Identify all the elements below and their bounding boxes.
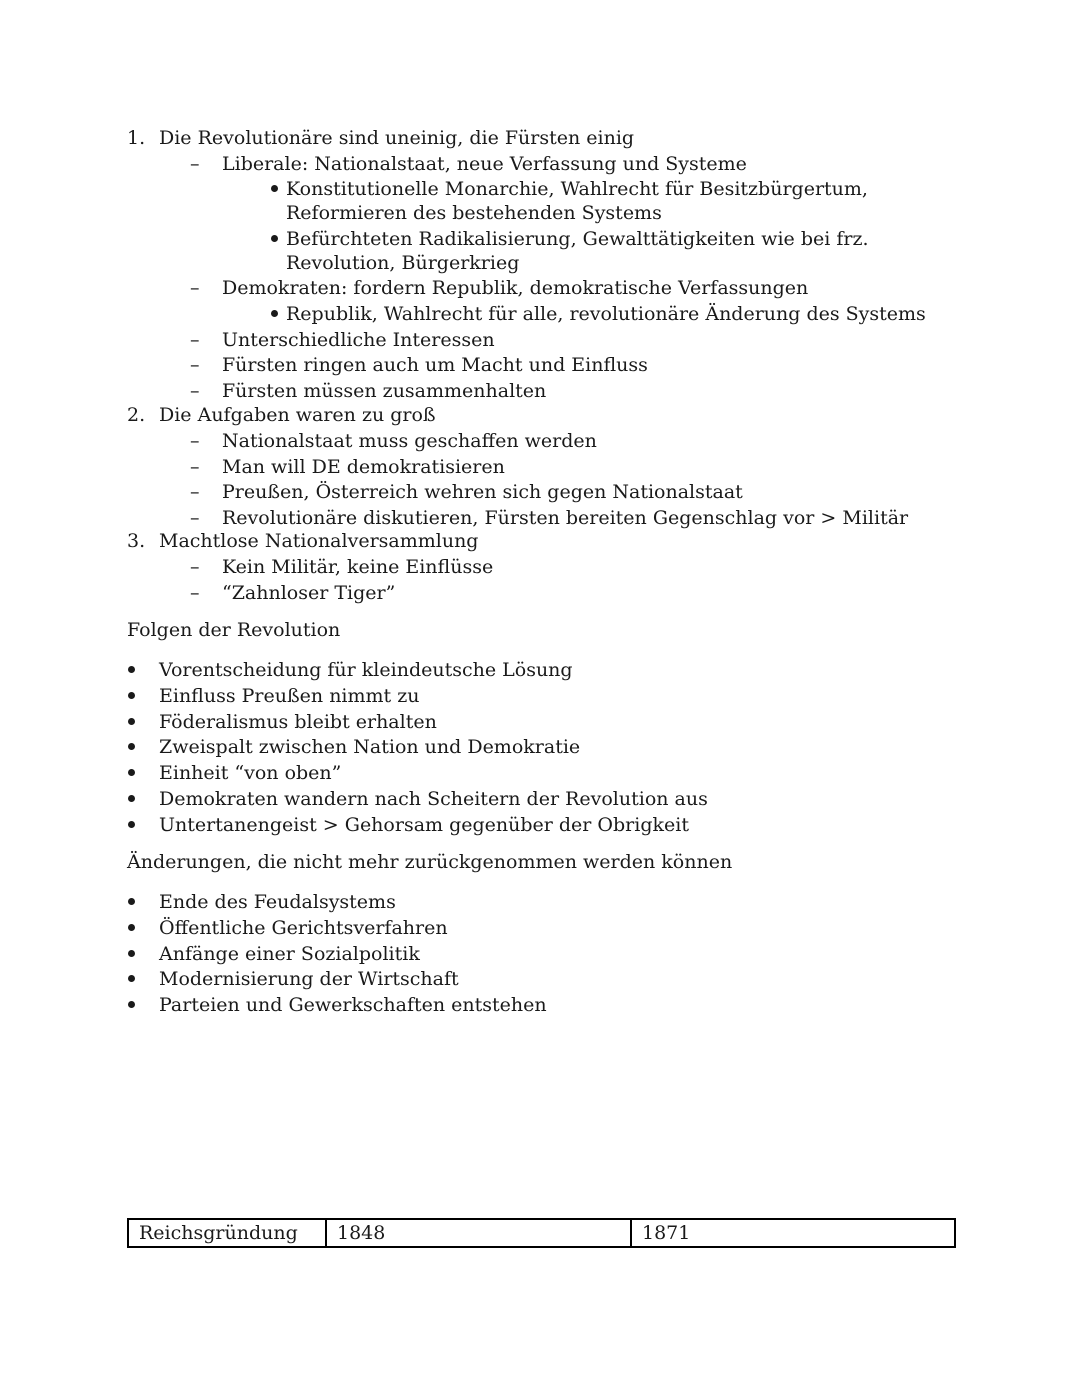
bullet-icon (128, 950, 135, 957)
dash-marker: – (190, 354, 200, 376)
sub-item: Kein Militär, keine Einflüsse (222, 556, 494, 578)
dash-marker: – (190, 481, 200, 503)
bullet-text: Befürchteten Radikalisierung, Gewalttätigkeiten wie bei frz. (286, 228, 869, 250)
list-item: Ende des Feudalsystems (159, 891, 396, 913)
sub-item: Revolutionäre diskutieren, Fürsten bereiten Gegenschlag vor > Militär (222, 507, 909, 529)
dash-marker: – (190, 380, 200, 402)
list-item: Einheit “von oben” (159, 762, 342, 784)
dash-marker: – (190, 456, 200, 478)
bullet-icon (128, 795, 135, 802)
section-heading: Änderungen, die nicht mehr zurückgenommen werden können (127, 851, 733, 873)
bullet-text: Reformieren des bestehenden Systems (286, 202, 662, 224)
list-item: Parteien und Gewerkschaften entstehen (159, 994, 547, 1016)
sub-item: Man will DE demokratisieren (222, 456, 505, 478)
timeline-label-cell: Reichsgründung (128, 1219, 326, 1247)
bullet-icon (271, 235, 278, 242)
list-number: 1. (127, 127, 146, 149)
list-item: Zweispalt zwischen Nation und Demokratie (159, 736, 581, 758)
sub-item: Demokraten: fordern Republik, demokratische Verfassungen (222, 277, 809, 299)
list-item-title: Die Revolutionäre sind uneinig, die Fürsten einig (159, 127, 635, 149)
bullet-text: Konstitutionelle Monarchie, Wahlrecht für Besitzbürgertum, (286, 178, 868, 200)
bullet-text: Revolution, Bürgerkrieg (286, 252, 520, 274)
list-number: 3. (127, 530, 146, 552)
bullet-icon (128, 743, 135, 750)
sub-item: Liberale: Nationalstaat, neue Verfassung und Systeme (222, 153, 747, 175)
bullet-icon (128, 666, 135, 673)
timeline-start-cell: 1848 (326, 1219, 631, 1247)
list-item-title: Machtlose Nationalversammlung (159, 530, 479, 552)
list-number: 2. (127, 404, 146, 426)
dash-marker: – (190, 277, 200, 299)
bullet-icon (128, 924, 135, 931)
list-item: Modernisierung der Wirtschaft (159, 968, 459, 990)
sub-item: “Zahnloser Tiger” (222, 582, 396, 604)
dash-marker: – (190, 430, 200, 452)
bullet-icon (128, 692, 135, 699)
list-item-title: Die Aufgaben waren zu groß (159, 404, 436, 426)
section-heading: Folgen der Revolution (127, 619, 341, 641)
timeline-end-cell: 1871 (631, 1219, 955, 1247)
list-item: Öffentliche Gerichtsverfahren (159, 917, 448, 939)
bullet-icon (128, 769, 135, 776)
list-item: Anfänge einer Sozialpolitik (159, 943, 420, 965)
list-item: Einfluss Preußen nimmt zu (159, 685, 420, 707)
sub-item: Unterschiedliche Interessen (222, 329, 495, 351)
bullet-icon (271, 310, 278, 317)
list-item: Untertanengeist > Gehorsam gegenüber der Obrigkeit (159, 814, 689, 836)
dash-marker: – (190, 329, 200, 351)
dash-marker: – (190, 556, 200, 578)
sub-item: Preußen, Österreich wehren sich gegen Nationalstaat (222, 481, 743, 503)
dash-marker: – (190, 507, 200, 529)
bullet-icon (128, 821, 135, 828)
list-item: Föderalismus bleibt erhalten (159, 711, 437, 733)
bullet-icon (128, 1001, 135, 1008)
bullet-icon (128, 718, 135, 725)
sub-item: Fürsten müssen zusammenhalten (222, 380, 547, 402)
table-row (128, 1219, 955, 1247)
timeline-table (127, 1218, 956, 1248)
bullet-text: Republik, Wahlrecht für alle, revolutionäre Änderung des Systems (286, 303, 926, 325)
dash-marker: – (190, 582, 200, 604)
sub-item: Fürsten ringen auch um Macht und Einfluss (222, 354, 648, 376)
dash-marker: – (190, 153, 200, 175)
bullet-icon (271, 185, 278, 192)
list-item: Vorentscheidung für kleindeutsche Lösung (159, 659, 573, 681)
list-item: Demokraten wandern nach Scheitern der Revolution aus (159, 788, 708, 810)
bullet-icon (128, 975, 135, 982)
bullet-icon (128, 898, 135, 905)
sub-item: Nationalstaat muss geschaffen werden (222, 430, 597, 452)
